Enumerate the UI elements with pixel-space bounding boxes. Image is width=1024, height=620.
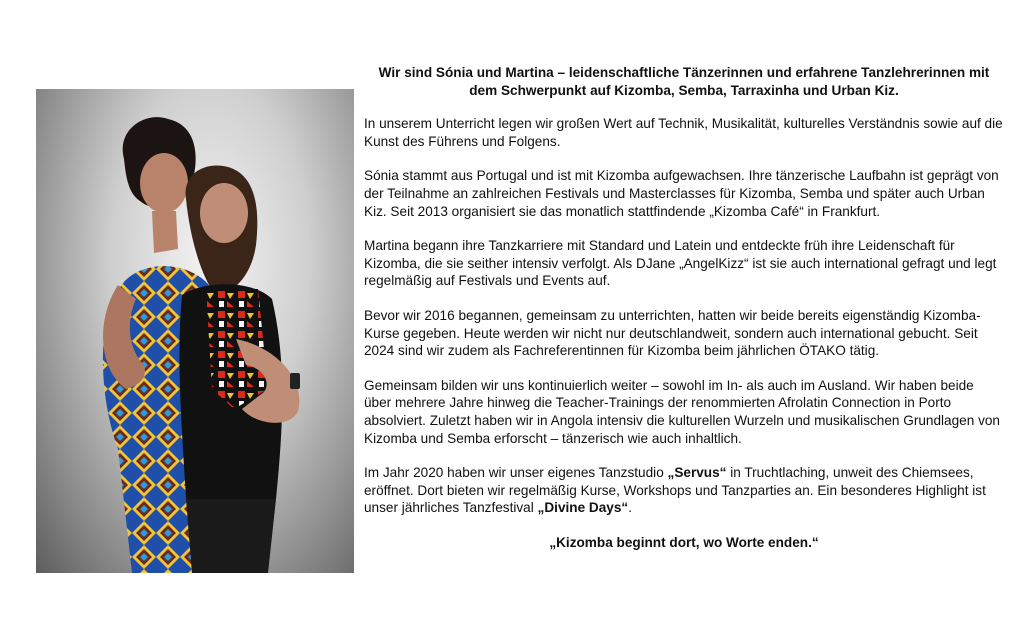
- festival-name: „Divine Days“: [537, 500, 629, 516]
- person-right: [179, 165, 300, 573]
- paragraph-training: Gemeinsam bilden wir uns kontinuierlich weiter – sowohl im In- als auch im Ausland. Wir haben beide über mehrere Jahre hinweg die Teacher-Trainings der renommierten Afrolatin Connection in Porto absolviert. Zuletzt haben wir in Angola intensiv die kulturellen Wurzeln und musikalischen Grundlagen von Kizomba und Semba erforscht – tänzerisch wie auch inhaltlich.: [364, 377, 1000, 446]
- paragraph-history: Bevor wir 2016 begannen, gemeinsam zu unterrichten, hatten wir beide bereits eigenständig Kizomba-Kurse gegeben. Heute werden wir nicht nur deutschlandweit, sondern auch international gebucht. Seit 2024 sind wir zudem als Fachreferentinnen für Kizomba beim jährlichen ÖTAKO tätig.: [364, 307, 981, 359]
- closing-quote: „Kizomba beginnt dort, wo Worte enden.“: [549, 534, 819, 550]
- studio-text-1: Im Jahr 2020 haben wir unser eigenes Tanzstudio: [364, 465, 668, 481]
- studio-text-2: in Truchtlaching, unweit des Chiemsees, eröffnet. Dort bieten wir regelmäßig Kurse, Workshops und Tanzparties an. Ein besonderes Highlight ist unser jährliches Tanzfestival: [364, 465, 986, 516]
- paragraph-studio: [364, 464, 1004, 517]
- paragraph-teaching: In unserem Unterricht legen wir großen Wert auf Technik, Musikalität, kulturelles Verständnis sowie auf die Kunst des Führens und Folgens.: [364, 116, 1003, 149]
- main-text: [364, 64, 1004, 551]
- studio-name: „Servus“: [667, 465, 727, 481]
- portrait-photo: [36, 89, 354, 573]
- paragraph-sonia: Sónia stammt aus Portugal und ist mit Kizomba aufgewachsen. Ihre tänzerische Laufbahn ist geprägt von der Teilnahme an zahlreichen Festivals und Masterclasses für Kizomba, Semba und später auch Urban Kiz. Seit 2013 organisiert sie das monatlich stattfindende „Kizomba Café“ in Frankfurt.: [364, 168, 999, 219]
- headline: Wir sind Sónia und Martina – leidenschaftliche Tänzerinnen und erfahrene Tanzlehrerinnen mit dem Schwerpunkt auf Kizomba, Semba, Tarraxinha und Urban Kiz.: [378, 65, 990, 98]
- studio-text-3: .: [628, 500, 632, 516]
- paragraph-martina: Martina begann ihre Tanzkarriere mit Standard und Latein und entdeckte früh ihre Leidenschaft für Kizomba, die sie seither intensiv verfolgt. Als DJane „AngelKizz“ ist sie auch international gefragt und legt regelmäßig auf Festivals und Events auf.: [364, 238, 997, 289]
- photo-illustration: [36, 89, 354, 573]
